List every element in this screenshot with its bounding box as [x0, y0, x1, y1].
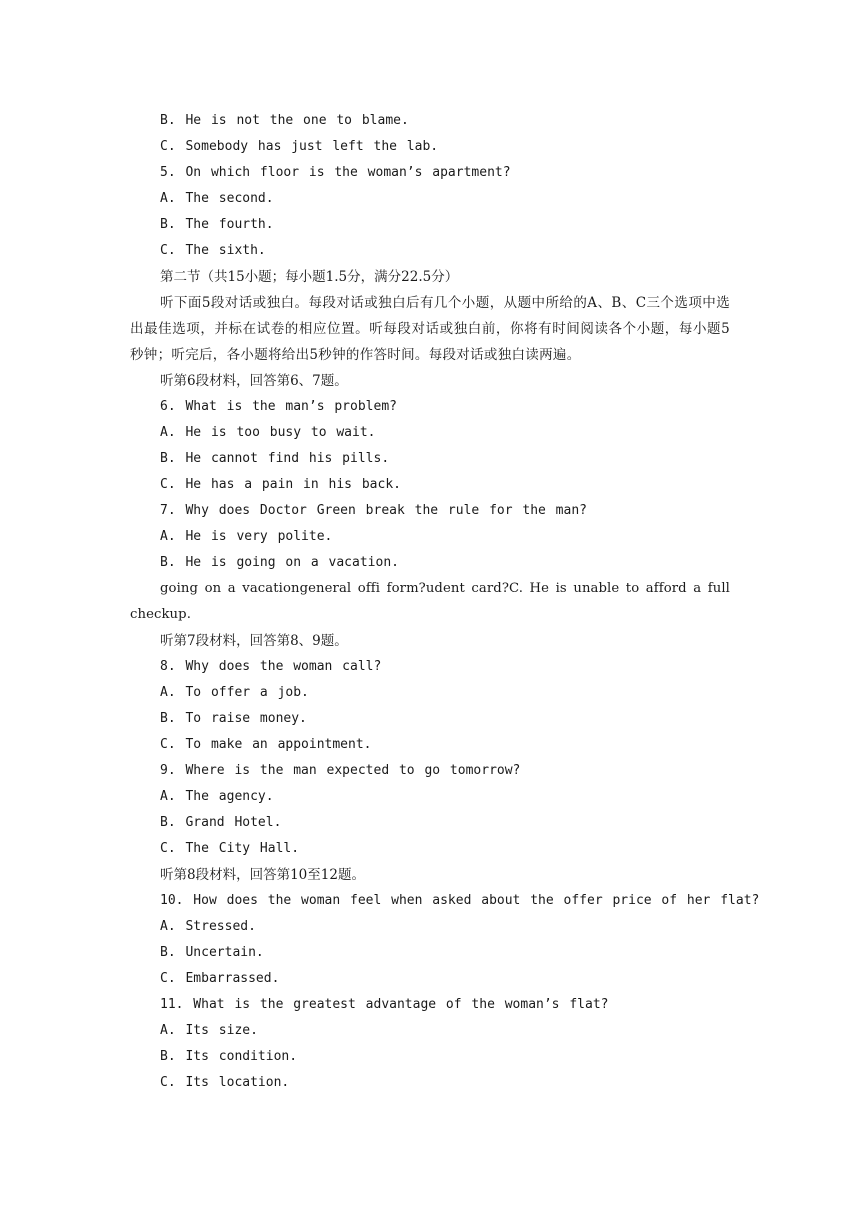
option-a-q6: A. He is too busy to wait.	[160, 425, 376, 440]
section-heading: 第二节（共15小题；每小题1.5分，满分22.5分）	[160, 269, 459, 285]
option-c-q9: C. The City Hall.	[160, 841, 300, 856]
question-7: 7. Why does Doctor Green break the rule for the man?	[160, 503, 587, 518]
question-11: 11. What is the greatest advantage of the woman’s flat?	[160, 997, 609, 1012]
question-6: 6. What is the man’s problem?	[160, 399, 397, 414]
question-5: 5. On which floor is the woman’s apartment?	[160, 165, 511, 180]
question-10: 10. How does the woman feel when asked about the offer price of her flat?	[160, 893, 760, 908]
option-c-q4: C. Somebody has just left the lab.	[160, 139, 439, 154]
option-a-q5: A. The second.	[160, 191, 274, 206]
option-b-q6: B. He cannot find his pills.	[160, 451, 390, 466]
option-b-q5: B. The fourth.	[160, 217, 274, 232]
option-c-q11: C. Its location.	[160, 1075, 290, 1090]
option-a-q9: A. The agency.	[160, 789, 274, 804]
option-c-q10: C. Embarrassed.	[160, 971, 280, 986]
option-b-q4: B. He is not the one to blame.	[160, 113, 409, 128]
option-b-q8: B. To raise money.	[160, 711, 307, 726]
option-a-q7: A. He is very polite.	[160, 529, 333, 544]
option-a-q10: A. Stressed.	[160, 919, 256, 934]
option-c-q5: C. The sixth.	[160, 243, 266, 258]
option-b-q11: B. Its condition.	[160, 1049, 298, 1064]
question-9: 9. Where is the man expected to go tomorrow?	[160, 763, 521, 778]
option-c-q8: C. To make an appointment.	[160, 737, 372, 752]
option-c-q6: C. He has a pain in his back.	[160, 477, 401, 492]
option-a-q11: A. Its size.	[160, 1023, 258, 1038]
passage-6-heading: 听第6段材料，回答第6、7题。	[160, 373, 348, 389]
section-instructions: 听下面5段对话或独白。每段对话或独白后有几个小题，从题中所给的A、B、C三个选项中选出最佳选项，并标在试卷的相应位置。听每段对话或独白前，你将有时间阅读各个小题，每小题5秒钟；听完后，各小题将给出5秒钟的作答时间。每段对话或独白读两遍。	[130, 295, 730, 363]
option-b-q7: B. He is going on a vacation.	[160, 555, 399, 570]
garbled-paragraph: going on a vacationgeneral offi form?udent card?C. He is unable to afford a full checkup.	[130, 581, 730, 622]
option-b-q9: B. Grand Hotel.	[160, 815, 282, 830]
question-8: 8. Why does the woman call?	[160, 659, 382, 674]
option-a-q8: A. To offer a job.	[160, 685, 309, 700]
option-b-q10: B. Uncertain.	[160, 945, 264, 960]
passage-8-heading: 听第8段材料，回答第10至12题。	[160, 867, 365, 883]
passage-7-heading: 听第7段材料，回答第8、9题。	[160, 633, 348, 649]
